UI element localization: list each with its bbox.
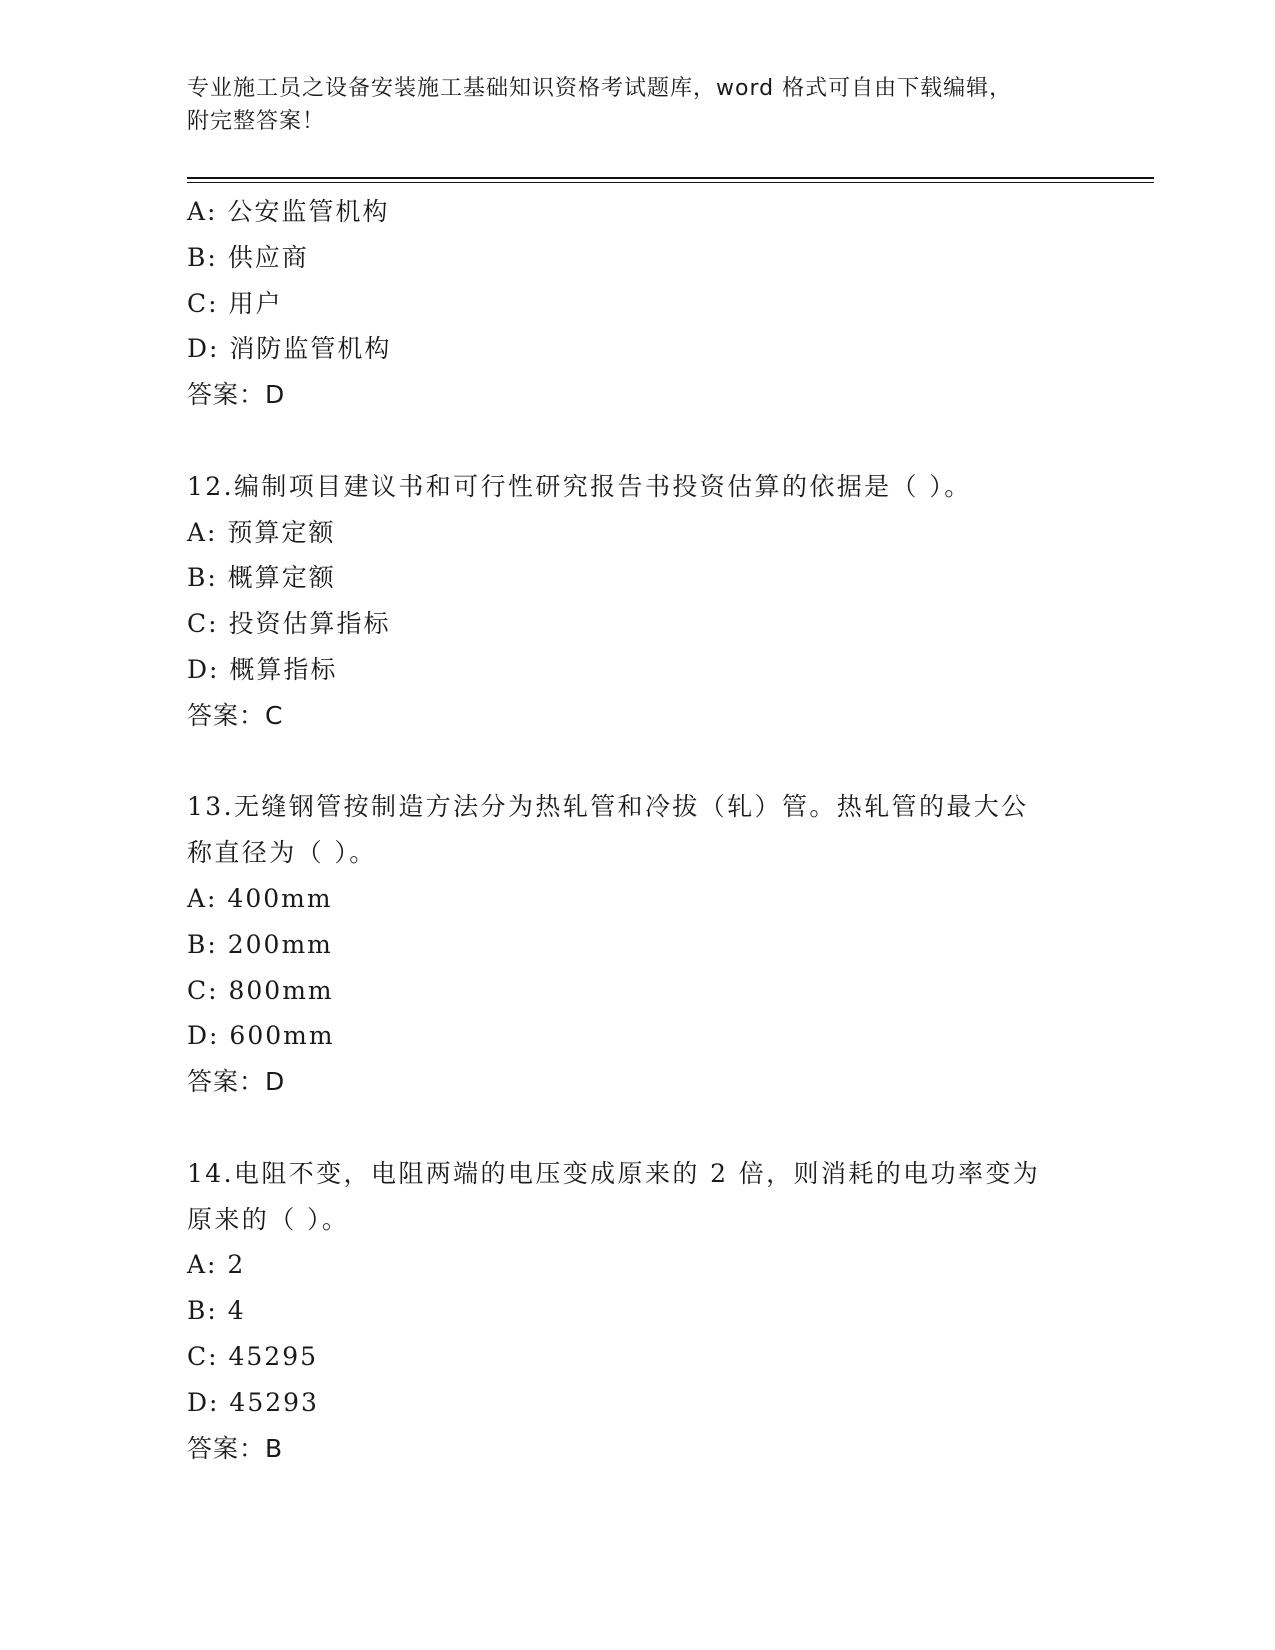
answer: 答案：B: [187, 1433, 284, 1463]
option-b: B: 200mm: [187, 929, 333, 959]
option-a: A: 公安监管机构: [187, 197, 390, 226]
option-a: A: 预算定额: [187, 517, 336, 547]
option-d: D: 600mm: [187, 1021, 335, 1051]
question-line: 14.电阻不变，电阻两端的电压变成原来的 2 倍，则消耗的电功率变为: [187, 1158, 1041, 1188]
option-b: B: 4: [187, 1296, 246, 1326]
header-line-1: 专业施工员之设备安装施工基础知识资格考试题库，word 格式可自由下载编辑，: [187, 76, 1013, 101]
header-line-2: 附完整答案！: [187, 109, 326, 134]
answer: 答案：D: [187, 1067, 286, 1097]
option-d: D: 45293: [187, 1387, 319, 1417]
document-header: [187, 72, 1067, 138]
question-block-12: [187, 464, 1087, 739]
option-a: A: 400mm: [187, 883, 333, 913]
option-c: C: 45295: [187, 1341, 319, 1371]
question-line: 称直径为（ ）。: [187, 838, 377, 868]
spacer: [187, 1105, 1087, 1151]
question-block-11: [187, 189, 1087, 418]
option-c: C: 800mm: [187, 975, 334, 1005]
question-block-13: [187, 784, 1087, 1105]
header-divider-thin: [187, 182, 1154, 183]
spacer: [187, 418, 1087, 464]
question-text: [187, 1151, 1087, 1243]
question-line: 原来的（ ）。: [187, 1204, 350, 1234]
option-b: B: 供应商: [187, 242, 309, 272]
option-c: C: 投资估算指标: [187, 609, 391, 639]
option-b: B: 概算定额: [187, 563, 336, 593]
answer: 答案：D: [187, 380, 286, 410]
option-c: C: 用户: [187, 288, 283, 318]
question-text: [187, 784, 1087, 876]
question-block-14: [187, 1151, 1087, 1472]
question-line: 12.编制项目建议书和可行性研究报告书投资估算的依据是（ ）。: [187, 471, 972, 501]
header-divider-thick: [187, 177, 1154, 179]
question-line: 13.无缝钢管按制造方法分为热轧管和冷拔（轧）管。热轧管的最大公: [187, 792, 1029, 822]
answer: 答案：C: [187, 700, 284, 730]
spacer: [187, 739, 1087, 785]
option-a: A: 2: [187, 1250, 246, 1280]
option-d: D: 概算指标: [187, 654, 338, 684]
question-list: [187, 189, 1087, 1471]
option-d: D: 消防监管机构: [187, 334, 392, 364]
question-text: [187, 464, 1087, 510]
